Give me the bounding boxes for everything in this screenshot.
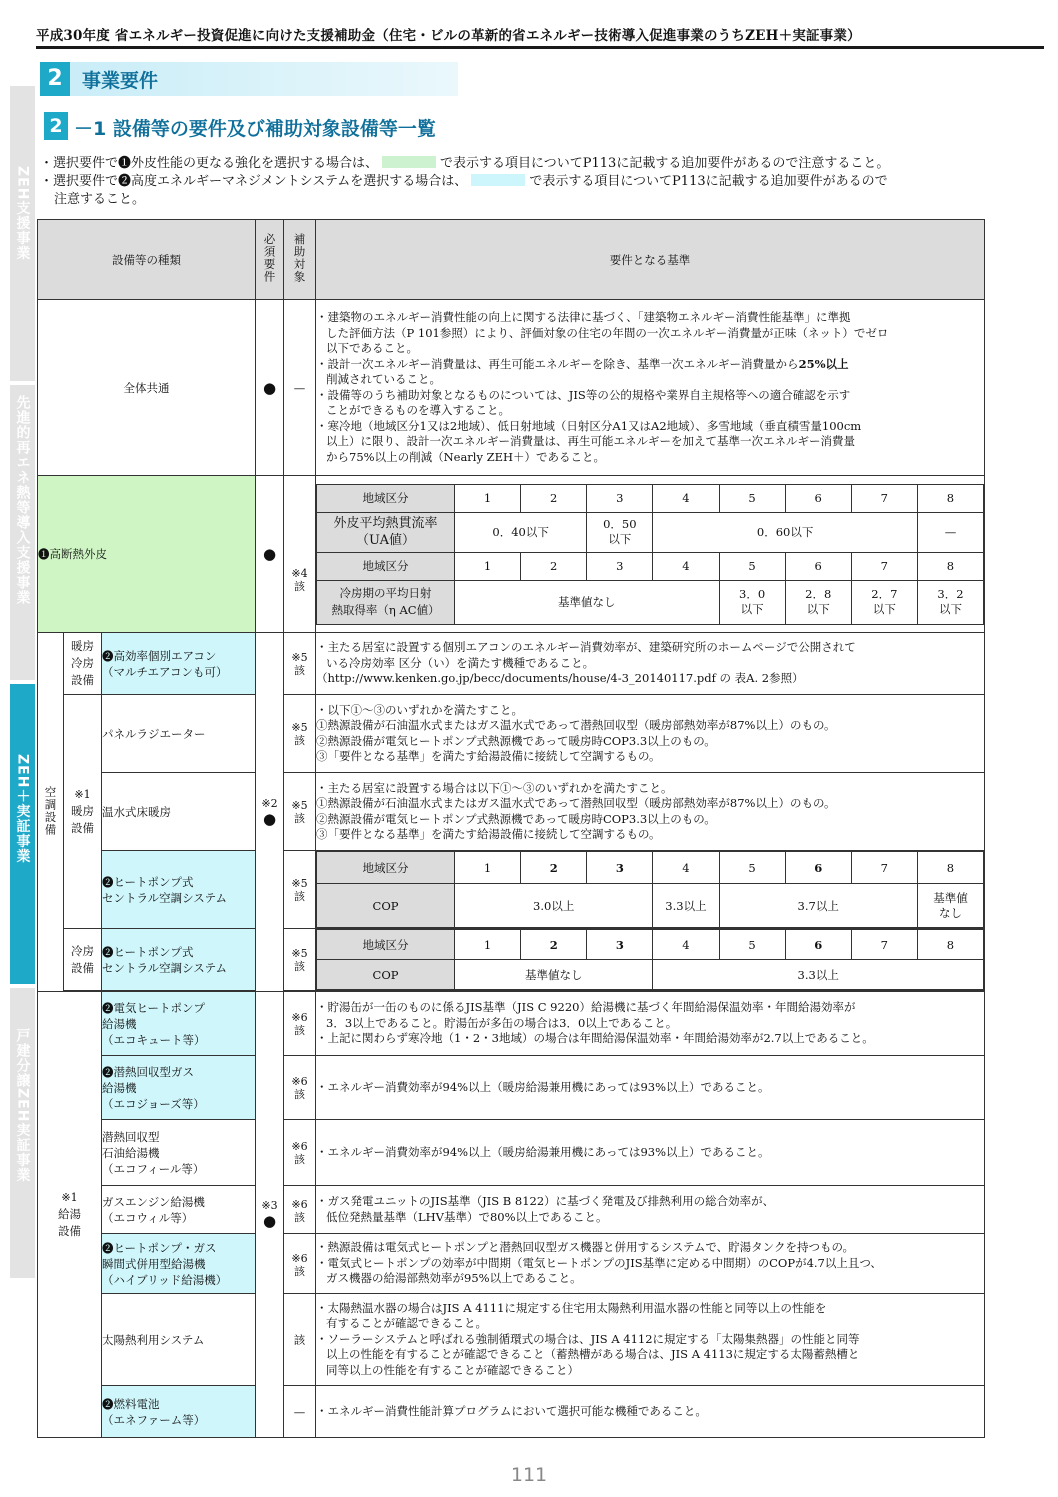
table-row [38, 1056, 985, 1120]
subsidy-mark: — [284, 1386, 316, 1438]
sidebar-tab-detached-zeh[interactable]: 戸建分譲ZEH実証事業 [10, 988, 35, 1278]
table-row [38, 633, 985, 695]
note-2: ・選択要件で❷高度エネルギーマネジメントシステムを選択する場合は、 で表示する項目についてP113に記載する追加要件があるので [40, 174, 888, 189]
header-rule [36, 46, 1044, 49]
cyan-swatch [471, 174, 525, 186]
subsidy-mark: ※6 該 [284, 1234, 316, 1294]
notes [40, 155, 1050, 209]
table-row [38, 1186, 985, 1234]
header-type: 設備等の種類 [38, 220, 256, 300]
subsidy-mark: ※5 該 [284, 851, 316, 929]
row-label-floor: 温水式床暖房 [102, 773, 256, 851]
table-row [38, 695, 985, 773]
required-mark: ● [256, 476, 284, 633]
required-mark: ● [256, 300, 284, 476]
subsidy-mark: ※4 該 [284, 476, 316, 633]
row-label-insulation: ❶高断熱外皮 [38, 476, 256, 633]
subsidy-mark: ※6 該 [284, 992, 316, 1056]
table-row [38, 1294, 985, 1386]
header-subsidy: 補助対象 [284, 220, 316, 300]
row-label-all: 全体共通 [38, 300, 256, 476]
group-aircon: 空調設備 [38, 633, 64, 992]
subsidy-mark: ※5 該 [284, 633, 316, 695]
criteria-panel: ・以下①～③のいずれかを満たすこと。 ①熱源設備が石油温水式またはガス温水式であって潜熱回収型（暖房部熱効率が87%以上）のもの。 ②熱源設備が電気ヒートポンプ式熱源機であって暖房時COP3.3以上のもの。 ③「要件となる基準」を満たす給湯設備に接続して空調するもの。 [316, 695, 985, 773]
criteria-ecofeel: ・エネルギー消費効率が94%以上（暖房給湯兼用機にあっては93%以上）であること。 [316, 1120, 985, 1186]
criteria-solar: ・太陽熱温水器の場合はJIS A 4111に規定する住宅用太陽熱利用温水器の性能と同等以上の性能を 有することが確認できること。 ・ソーラーシステムと呼ばれる強制循環式の場合は、JIS A 4112に規定する「太陽集熱器」の性能と同等 以上の性能を有することが確認できること（蓄熱槽がある場合は、JIS A 4113に規定する太陽蓄熱槽と 同等以上の性能を有することが確認できること） [316, 1294, 985, 1386]
table-row [38, 1234, 985, 1294]
table-row [38, 851, 985, 929]
subsidy-mark: ※6 該 [284, 1186, 316, 1234]
subsidy-mark: ※6 該 [284, 1120, 316, 1186]
table-row [38, 1386, 985, 1438]
group-water: ※1 給湯設備 [38, 992, 102, 1438]
section-heading [40, 62, 458, 96]
subsidy-mark: 該 [284, 1294, 316, 1386]
row-label-ac-unit: ❷高効率個別エアコン （マルチエアコンも可） [102, 633, 256, 695]
header-required: 必須要件 [256, 220, 284, 300]
sidebar-tab-zeh-plus[interactable]: ZEH＋実証事業 [10, 684, 35, 984]
criteria-floor: ・主たる居室に設置する場合は以下①～③のいずれかを満たすこと。 ①熱源設備が石油温水式またはガス温水式であって潜熱回収型（暖房部熱効率が87%以上）のもの。 ②熱源設備が電気ヒートポンプ式熱源機であって暖房時COP3.3以上のもの。 ③「要件となる基準」を満たす給湯設備に接続して空調するもの。 [316, 773, 985, 851]
section-number: 2 [40, 62, 70, 96]
table-row [38, 476, 985, 633]
table-row [38, 992, 985, 1056]
subsection-number: 2 [44, 112, 68, 140]
criteria-ecowill: ・ガス発電ユニットのJIS基準（JIS B 8122）に基づく発電及び排熱利用の総合効率が、 低位発熱量基準（LHV基準）で80%以上であること。 [316, 1186, 985, 1234]
row-label-hp-central: ❷ヒートポンプ式 セントラル空調システム [102, 851, 256, 929]
insulation-subtable: 地域区分 1 2 3 4 5 6 7 8 外皮平均熱貫流率 （UA値） 0．40以下 0．50 以下 0．60以下 — 地域区分 1 2 3 4 5 6 7 8 冷房期の平均日射 熱取得率（η AC値） 基準値なし 3．0 以下 2．8 以下 2．7 以下 3．2 以下 [316, 484, 984, 625]
row-label-ecowill: ガスエンジン給湯機 （エコウィル等） [102, 1186, 256, 1234]
sub-cooling: 冷房設備 [64, 929, 102, 991]
table-row [38, 300, 985, 476]
required-mark-aircon: ※2 ● [256, 633, 284, 992]
criteria-insulation [316, 476, 985, 633]
page-number: 111 [510, 1464, 548, 1486]
table-header-row [38, 220, 985, 300]
table-row [38, 929, 985, 991]
note-2-cont: 注意すること。 [54, 192, 146, 207]
requirements-table [37, 219, 985, 1438]
criteria-ecocute: ・貯湯缶が一缶のものに係るJIS基準（JIS C 9220）給湯機に基づく年間給湯保温効率・年間給湯効率が 3．3以上であること。貯湯缶が多缶の場合は3．0以上であること。 ・上記に関わらず寒冷地（1・2・3地域）の場合は年間給湯保温効率・年間給湯効率が2.7以上であること。 [316, 992, 985, 1056]
green-swatch [382, 156, 436, 168]
hp-central-subtable: 地域区分 1 2 3 4 5 6 7 8 COP 3.0以上 3.3以上 3.7以上 基準値 なし [316, 851, 984, 928]
subsidy-mark: ※5 該 [284, 773, 316, 851]
criteria-hybrid: ・熱源設備は電気式ヒートポンプと潜熱回収型ガス機器と併用するシステムで、貯湯タンクを持つもの。 ・電気式ヒートポンプの効率が中間期（電気ヒートポンプのJIS基準に定める中間期）のCOPが4.7以上且つ、 ガス機器の給湯部熱効率が95%以上であること。 [316, 1234, 985, 1294]
subsidy-mark: ※5 該 [284, 929, 316, 991]
subsidy-mark: ※5 該 [284, 695, 316, 773]
table-row [38, 1120, 985, 1186]
sub-hc: 暖房冷房設備 [64, 633, 102, 695]
table-row [38, 773, 985, 851]
criteria-ecojozu: ・エネルギー消費効率が94%以上（暖房給湯兼用機にあっては93%以上）であること。 [316, 1056, 985, 1120]
criteria-ac-unit: ・主たる居室に設置する個別エアコンのエネルギー消費効率が、建築研究所のホームページで公開されて いる冷房効率 区分（い）を満たす機種であること。 （http://www.kenken.go.jp/becc/documents/house/4-3_20140117.pdf の 表A. 2参照） [316, 633, 985, 695]
subsidy-mark: ※6 該 [284, 1056, 316, 1120]
note-1: ・選択要件で❶外皮性能の更なる強化を選択する場合は、 で表示する項目についてP113に記載する追加要件があるので注意すること。 [40, 156, 890, 171]
criteria-hp-central [316, 851, 985, 929]
criteria-fuelcell: ・エネルギー消費性能計算プログラムにおいて選択可能な機種であること。 [316, 1386, 985, 1438]
hp-cool-subtable: 地域区分 1 2 3 4 5 6 7 8 COP 基準値なし 3.3以上 [316, 929, 984, 990]
header-criteria: 要件となる基準 [316, 220, 985, 300]
row-label-ecofeel: 潜熱回収型 石油給湯機 （エコフィール等） [102, 1120, 256, 1186]
subsidy-mark: — [284, 300, 316, 476]
row-label-fuelcell: ❷燃料電池 （エネファーム等） [102, 1386, 256, 1438]
row-label-ecojozu: ❷潜熱回収型ガス 給湯機 （エコジョーズ等） [102, 1056, 256, 1120]
sidebar [10, 86, 35, 1282]
required-mark-water: ※3 ● [256, 992, 284, 1438]
row-label-hp-cool: ❷ヒートポンプ式 セントラル空調システム [102, 929, 256, 991]
criteria-hp-cool [316, 929, 985, 991]
sub-heating: ※1 暖房設備 [64, 695, 102, 929]
row-label-panel: パネルラジエーター [102, 695, 256, 773]
section-title: 事業要件 [82, 70, 159, 92]
sidebar-tab-renewable-heat[interactable]: 先進的再エネ熱等導入支援事業 [10, 385, 35, 680]
sidebar-tab-zeh-support[interactable]: ZEH支援事業 [10, 86, 35, 381]
row-label-solar: 太陽熱利用システム [102, 1294, 256, 1386]
subsection-title: －1 設備等の要件及び補助対象設備等一覧 [74, 118, 436, 140]
row-label-ecocute: ❷電気ヒートポンプ 給湯機 （エコキュート等） [102, 992, 256, 1056]
row-label-hybrid: ❷ヒートポンプ・ガス 瞬間式併用型給湯機 （ハイブリッド給湯機） [102, 1234, 256, 1294]
criteria-all: ・建築物のエネルギー消費性能の向上に関する法律に基づく、「建築物エネルギー消費性能基準」に準拠 した評価方法（P 101参照）により、評価対象の住宅の年間の一次エネルギー消費量が正味（ネット）でゼロ 以下であること。 ・設計一次エネルギー消費量は、再生可能エネルギーを除き、基準一次エネルギー消費量から25%以上 削減されていること。 ・設備等のうち補助対象となるものについては、JIS等の公的規格や業界自主規格等への適合確認を示す ことができるものを導入すること。 ・寒冷地（地域区分1又は2地域）、低日射地域（日射区分A1又はA2地域）、多雪地域（垂直積雪量100cm 以上）に限り、設計一次エネルギー消費量は、再生可能エネルギーを加えて基準一次エネルギー消費量 から75%以上の削減（Nearly ZEH＋）であること。 [316, 300, 985, 476]
header-title: 平成30年度 省エネルギー投資促進に向けた支援補助金（住宅・ビルの革新的省エネルギー技術導入促進事業のうちZEH＋実証事業） [36, 28, 861, 44]
